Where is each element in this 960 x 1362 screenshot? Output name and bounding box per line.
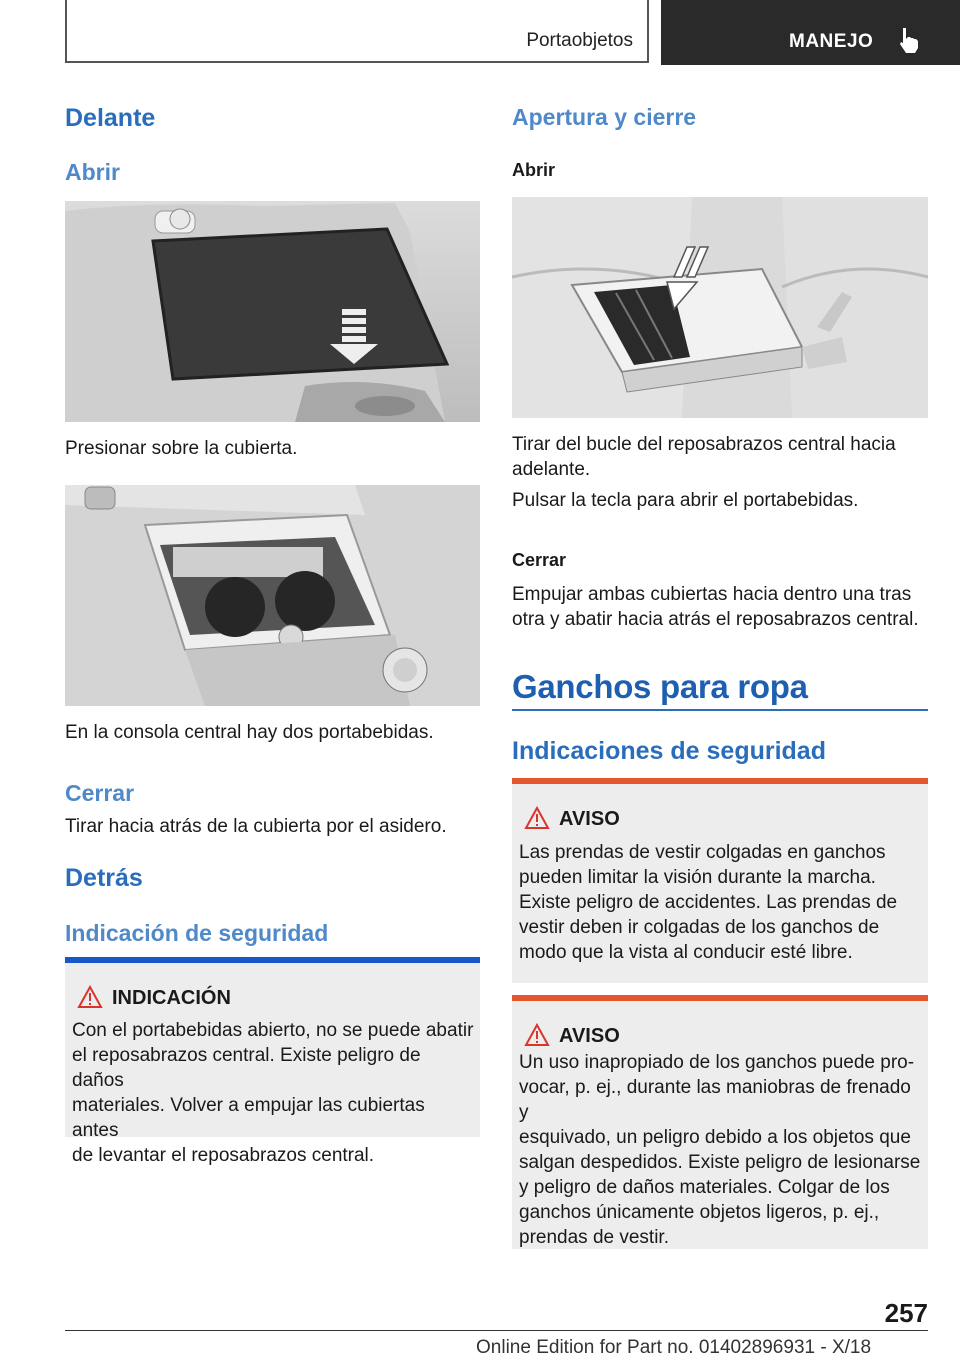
warning-triangle-icon <box>77 985 103 1009</box>
header-section-box <box>65 0 649 63</box>
warning-triangle-icon <box>524 806 550 830</box>
warning-bar <box>512 995 928 1001</box>
heading-open-rear: Abrir <box>512 160 556 180</box>
heading-open-close: Apertura y cierre <box>512 104 697 130</box>
warning-triangle-icon <box>524 1023 550 1047</box>
caption-two-cupholders: En la consola central hay dos portabebidas. <box>65 722 434 743</box>
heading-safety-note: Indicación de seguridad <box>65 920 329 946</box>
cupholder-photo <box>65 485 480 706</box>
notice-text: Con el portabebidas abierto, no se puede abatir el reposabrazos central. Existe peligro de daños materiales. Volver a empujar las cubiertas antes de levantar el reposabrazos central. <box>72 1020 474 1166</box>
heading-underline <box>512 709 928 711</box>
caption-pull-loop: Tirar del bucle del reposabrazos central hacia adelante. <box>512 434 896 480</box>
warning-title: AVISO <box>559 808 620 830</box>
warning-text: Las prendas de vestir colgadas en ganchos pueden limitar la visión durante la marcha. Existe peligro de accidentes. Las prendas de vestir deben ir colgadas de los ganchos de modo que la vista al conducir esté libre. <box>519 842 898 963</box>
page-number: 257 <box>884 1298 928 1328</box>
warning-box-2 <box>512 995 928 1249</box>
heading-safety-notes: Indicaciones de seguridad <box>512 737 826 765</box>
console-cover-photo <box>65 201 480 422</box>
heading-back: Detrás <box>65 864 143 892</box>
notice-box <box>65 957 480 1166</box>
chapter-tab[interactable] <box>661 0 960 65</box>
close-rear-text: Empujar ambas cubiertas hacia dentro una tras otra y abatir hacia atrás el reposabrazos central. <box>512 584 919 630</box>
section-title: Portaobjetos <box>526 30 633 51</box>
heading-front: Delante <box>65 104 156 132</box>
warning-box-1 <box>512 778 928 983</box>
close-front-text: Tirar hacia atrás de la cubierta por el asidero. <box>65 816 447 837</box>
edition-label: Online Edition for Part no. 01402896931 - X/18 <box>476 1337 872 1358</box>
heading-close-rear: Cerrar <box>512 550 567 570</box>
notice-title: INDICACIÓN <box>112 987 231 1009</box>
heading-open-front: Abrir <box>65 159 120 185</box>
hand-pointer-icon <box>897 26 923 54</box>
warning-bar <box>512 778 928 784</box>
caption-press-key: Pulsar la tecla para abrir el portabebidas. <box>512 490 859 511</box>
chapter-label: MANEJO <box>789 31 874 52</box>
armrest-photo <box>512 197 928 418</box>
warning-title: AVISO <box>559 1025 620 1047</box>
notice-bar <box>65 957 480 963</box>
caption-press-cover: Presionar sobre la cubierta. <box>65 438 298 459</box>
footer-rule <box>65 1330 928 1331</box>
heading-coat-hooks: Ganchos para ropa <box>512 668 808 705</box>
heading-close-front: Cerrar <box>65 780 135 806</box>
warning-text: Un uso inapropiado de los ganchos puede pro- vocar, p. ej., durante las maniobras de frenado y esquivado, un peligro debido a los objetos que salgan despedidos. Existe peligro de lesionarse y peligro de daños materiales. Colgar de los ganchos únicamente objetos ligeros, p. ej., prendas de vestir. <box>519 1052 921 1248</box>
